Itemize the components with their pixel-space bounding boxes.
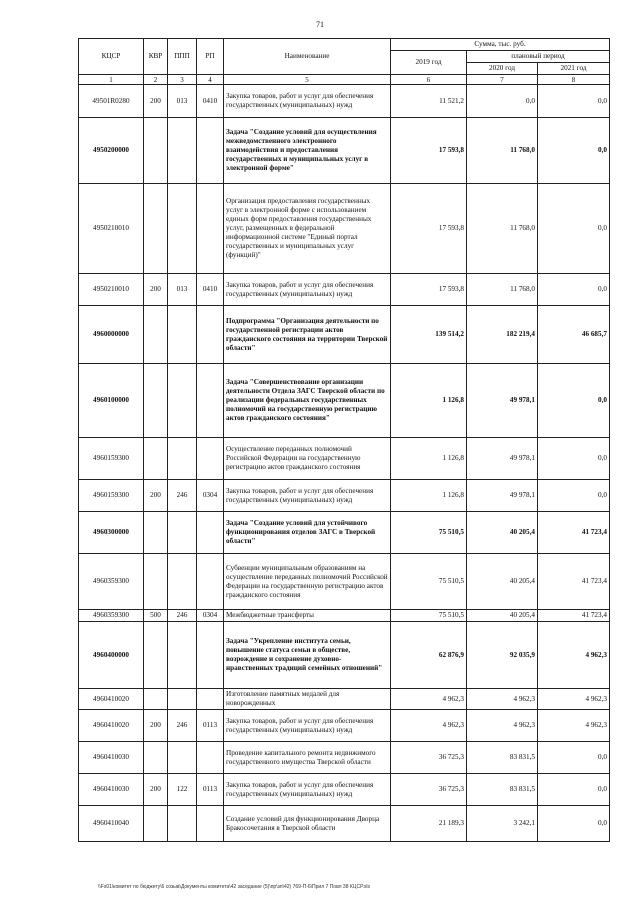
cell-2021: 0,0 (538, 118, 610, 184)
cell-kvr (144, 364, 168, 438)
table-row (79, 118, 610, 184)
cell-2020: 11 768,0 (467, 274, 538, 306)
cell-kvr (144, 806, 168, 842)
cell-2019: 17 593,8 (391, 274, 467, 306)
header-2021: 2021 год (538, 63, 610, 75)
cell-kvr (144, 438, 168, 480)
index-cell: 2 (144, 75, 168, 85)
cell-name: Задача "Укрепление института семьи, повышение статуса семьи в обществе, возрождение и сохранение духовно-нравственных традиций семейных отношений" (224, 622, 391, 689)
cell-2021: 0,0 (538, 364, 610, 438)
cell-kvr: 200 (144, 85, 168, 118)
cell-2021: 0,0 (538, 742, 610, 774)
cell-kvr (144, 512, 168, 554)
cell-ppp (168, 512, 197, 554)
cell-2020: 3 242,1 (467, 806, 538, 842)
cell-2019: 11 521,2 (391, 85, 467, 118)
cell-ppp (168, 689, 197, 710)
cell-2021: 4 962,3 (538, 622, 610, 689)
cell-2019: 17 593,8 (391, 118, 467, 184)
table-row (79, 85, 610, 118)
cell-name: Осуществление переданных полномочий Российской Федерации на государственную регистрацию актов гражданского состояния (224, 438, 391, 480)
header-kvr: КВР (144, 39, 168, 75)
cell-2020: 0,0 (467, 85, 538, 118)
cell-2020: 49 978,1 (467, 364, 538, 438)
cell-kcsr: 49501R0280 (79, 85, 144, 118)
cell-2021: 0,0 (538, 480, 610, 512)
cell-2020: 40 205,4 (467, 610, 538, 622)
cell-kcsr: 4950200000 (79, 118, 144, 184)
cell-name: Закупка товаров, работ и услуг для обеспечения государственных (муниципальных) нужд (224, 85, 391, 118)
cell-ppp (168, 184, 197, 274)
cell-kcsr: 4960410020 (79, 689, 144, 710)
cell-rp (197, 118, 224, 184)
cell-2020: 40 205,4 (467, 512, 538, 554)
table-row (79, 512, 610, 554)
cell-kvr (144, 689, 168, 710)
cell-name: Закупка товаров, работ и услуг для обеспечения государственных (муниципальных) нужд (224, 274, 391, 306)
table-row (79, 306, 610, 364)
cell-rp (197, 742, 224, 774)
index-cell: 4 (197, 75, 224, 85)
header-kcsr: КЦСР (79, 39, 144, 75)
cell-ppp: 122 (168, 774, 197, 806)
cell-kcsr: 4960410040 (79, 806, 144, 842)
cell-ppp (168, 118, 197, 184)
cell-2019: 75 510,5 (391, 554, 467, 610)
cell-kcsr: 4960100000 (79, 364, 144, 438)
cell-kvr (144, 118, 168, 184)
cell-2019: 1 126,8 (391, 480, 467, 512)
cell-2019: 75 510,5 (391, 610, 467, 622)
cell-2021: 0,0 (538, 274, 610, 306)
cell-2020: 4 962,3 (467, 689, 538, 710)
cell-name: Проведение капитального ремонта недвижимого государственного имущества Тверской области (224, 742, 391, 774)
cell-kcsr: 4950210010 (79, 274, 144, 306)
cell-ppp (168, 438, 197, 480)
header-ppp: ППП (168, 39, 197, 75)
cell-kcsr: 4960400000 (79, 622, 144, 689)
header-name: Наименование (224, 39, 391, 75)
cell-2020: 49 978,1 (467, 438, 538, 480)
cell-rp (197, 512, 224, 554)
cell-ppp: 246 (168, 610, 197, 622)
table-row (79, 610, 610, 622)
cell-2020: 92 035,9 (467, 622, 538, 689)
table-row (79, 806, 610, 842)
table-row (79, 622, 610, 689)
cell-kcsr: 4960359300 (79, 610, 144, 622)
cell-name: Межбюджетные трансферты (224, 610, 391, 622)
cell-ppp (168, 554, 197, 610)
cell-name: Закупка товаров, работ и услуг для обеспечения государственных (муниципальных) нужд (224, 774, 391, 806)
table-row (79, 438, 610, 480)
cell-rp (197, 184, 224, 274)
cell-rp (197, 622, 224, 689)
cell-rp (197, 306, 224, 364)
index-cell: 6 (391, 75, 467, 85)
cell-name: Задача "Совершенствование организации деятельности Отдела ЗАГС Тверской области по реализации федеральных государственных полномочий на государственную регистрацию актов гражданского состояния" (224, 364, 391, 438)
table-row (79, 742, 610, 774)
cell-2021: 46 685,7 (538, 306, 610, 364)
cell-kcsr: 4960300000 (79, 512, 144, 554)
cell-2020: 11 768,0 (467, 118, 538, 184)
table-row (79, 480, 610, 512)
header-sum: Сумма, тыс. руб. (391, 39, 610, 51)
cell-name: Организация предоставления государственных услуг в электронной форме с использованием единых форм предоставления государственных услуг, размещенных в федеральной информационной системе "Единый портал государственных и муниципальных услуг (функций)" (224, 184, 391, 274)
table-row (79, 364, 610, 438)
index-cell: 8 (538, 75, 610, 85)
cell-kcsr: 4960410030 (79, 774, 144, 806)
cell-name: Подпрограмма "Организация деятельности по государственной регистрации актов гражданского состояния на территории Тверской области" (224, 306, 391, 364)
cell-name: Субвенции муниципальным образованиям на осуществление переданных полномочий Российской Федерации на государственную регистрацию актов гражданского состояния (224, 554, 391, 610)
table-row (79, 184, 610, 274)
cell-kcsr: 4950210010 (79, 184, 144, 274)
cell-ppp (168, 364, 197, 438)
cell-kcsr: 4960000000 (79, 306, 144, 364)
cell-ppp (168, 622, 197, 689)
cell-name: Изготовление памятных медалей для новорожденных (224, 689, 391, 710)
cell-ppp (168, 806, 197, 842)
cell-2019: 75 510,5 (391, 512, 467, 554)
cell-rp: 0410 (197, 274, 224, 306)
cell-kvr (144, 622, 168, 689)
cell-ppp (168, 742, 197, 774)
cell-2021: 0,0 (538, 774, 610, 806)
cell-kvr (144, 742, 168, 774)
cell-2019: 139 514,2 (391, 306, 467, 364)
cell-rp (197, 438, 224, 480)
cell-2021: 0,0 (538, 806, 610, 842)
cell-rp: 0304 (197, 610, 224, 622)
cell-ppp: 246 (168, 710, 197, 742)
cell-rp (197, 806, 224, 842)
cell-kvr: 200 (144, 774, 168, 806)
cell-2021: 0,0 (538, 184, 610, 274)
cell-kvr: 200 (144, 274, 168, 306)
cell-kcsr: 4960159300 (79, 438, 144, 480)
header-rp: РП (197, 39, 224, 75)
cell-kcsr: 4960410030 (79, 742, 144, 774)
header-plan-period: плановый период (467, 51, 610, 63)
cell-name: Задача "Создание условий для осуществления межведомственного электронного взаимодействия и предоставления государственных и муниципальных услуг в электронной форме" (224, 118, 391, 184)
cell-2021: 0,0 (538, 85, 610, 118)
cell-2020: 83 831,5 (467, 742, 538, 774)
cell-rp: 0304 (197, 480, 224, 512)
cell-kvr: 200 (144, 710, 168, 742)
header-2019: 2019 год (391, 51, 467, 75)
cell-kvr (144, 306, 168, 364)
cell-2020: 83 831,5 (467, 774, 538, 806)
index-cell: 7 (467, 75, 538, 85)
cell-2019: 1 126,8 (391, 364, 467, 438)
cell-rp: 0410 (197, 85, 224, 118)
cell-2021: 41 723,4 (538, 512, 610, 554)
cell-rp (197, 689, 224, 710)
file-path-footer: \\Fs01\комитет по бюджету\6 созыв\Документы комитета\42 заседание (5)\пр\зп\42) 769-П-6\Прил 7 Повл 38 КЦСР.xls (98, 884, 370, 890)
cell-name: Закупка товаров, работ и услуг для обеспечения государственных (муниципальных) нужд (224, 480, 391, 512)
cell-kcsr: 4960359300 (79, 554, 144, 610)
cell-2019: 4 962,3 (391, 689, 467, 710)
table-row (79, 774, 610, 806)
cell-ppp (168, 306, 197, 364)
budget-table (78, 38, 610, 842)
table-row (79, 274, 610, 306)
cell-2019: 36 725,3 (391, 742, 467, 774)
cell-kcsr: 4960410020 (79, 710, 144, 742)
table-row (79, 689, 610, 710)
cell-name: Закупка товаров, работ и услуг для обеспечения государственных (муниципальных) нужд (224, 710, 391, 742)
cell-rp: 0113 (197, 774, 224, 806)
cell-2019: 17 593,8 (391, 184, 467, 274)
cell-2021: 41 723,4 (538, 554, 610, 610)
table-row (79, 710, 610, 742)
cell-name: Задача "Создание условий для устойчивого функционирования отделов ЗАГС в Тверской области" (224, 512, 391, 554)
cell-ppp: 013 (168, 274, 197, 306)
page-number: 71 (316, 20, 324, 29)
cell-rp (197, 554, 224, 610)
cell-2020: 182 219,4 (467, 306, 538, 364)
cell-2021: 4 962,3 (538, 689, 610, 710)
cell-2020: 49 978,1 (467, 480, 538, 512)
cell-rp: 0113 (197, 710, 224, 742)
cell-2019: 62 876,9 (391, 622, 467, 689)
index-cell: 3 (168, 75, 197, 85)
cell-2021: 0,0 (538, 438, 610, 480)
cell-2019: 1 126,8 (391, 438, 467, 480)
table-row (79, 554, 610, 610)
cell-2019: 4 962,3 (391, 710, 467, 742)
cell-ppp: 013 (168, 85, 197, 118)
cell-kvr: 200 (144, 480, 168, 512)
header-2020: 2020 год (467, 63, 538, 75)
cell-kvr: 500 (144, 610, 168, 622)
cell-2020: 11 768,0 (467, 184, 538, 274)
cell-kvr (144, 184, 168, 274)
cell-name: Создание условий для функционирования Дворца Бракосочетания в Тверской области (224, 806, 391, 842)
cell-kvr (144, 554, 168, 610)
cell-2021: 4 962,3 (538, 710, 610, 742)
index-cell: 5 (224, 75, 391, 85)
cell-kcsr: 4960159300 (79, 480, 144, 512)
cell-rp (197, 364, 224, 438)
cell-2019: 21 189,3 (391, 806, 467, 842)
cell-ppp: 246 (168, 480, 197, 512)
index-cell: 1 (79, 75, 144, 85)
cell-2020: 40 205,4 (467, 554, 538, 610)
cell-2019: 36 725,3 (391, 774, 467, 806)
cell-2021: 41 723,4 (538, 610, 610, 622)
cell-2020: 4 962,3 (467, 710, 538, 742)
